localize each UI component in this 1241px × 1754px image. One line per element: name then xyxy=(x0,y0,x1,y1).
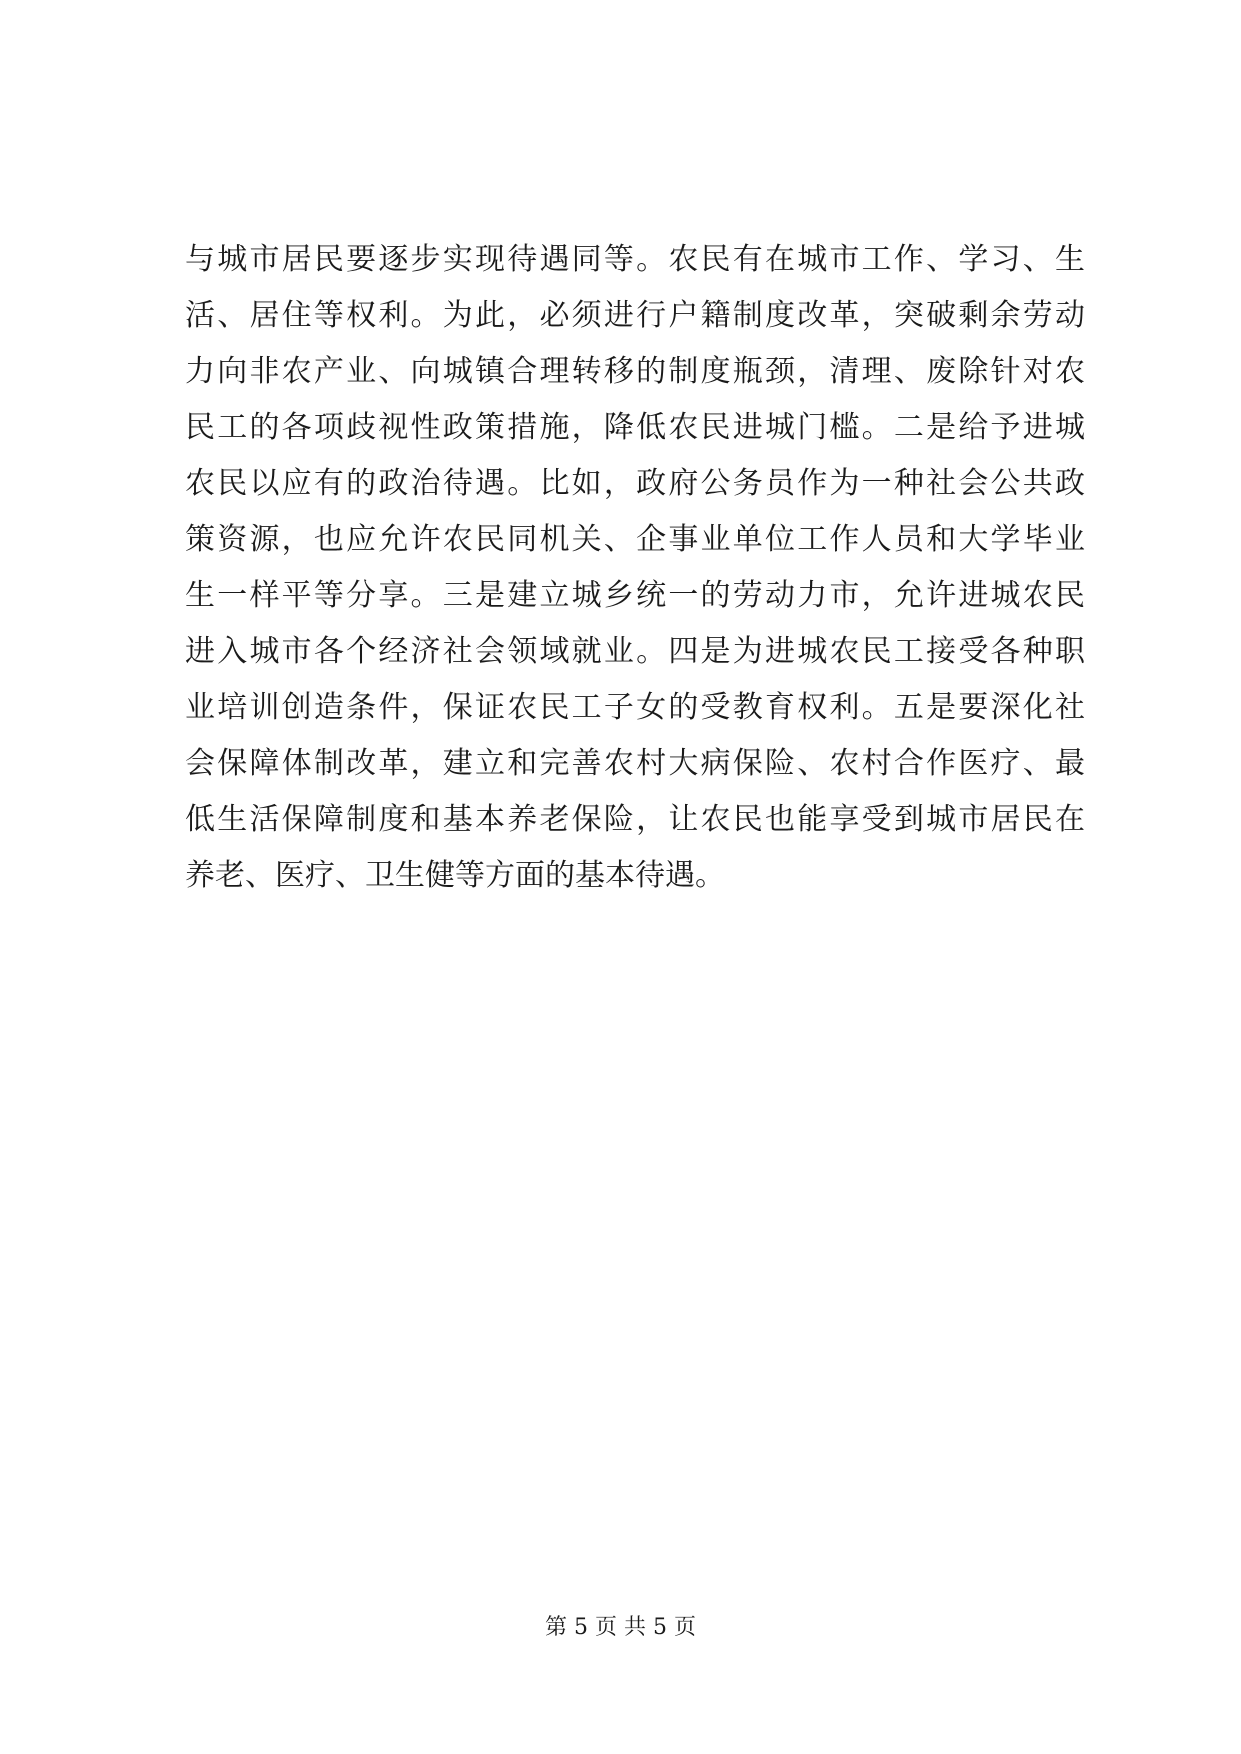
text-line-5: 农民以应有的政治待遇。比如，政府公务员作为一种社会公共政 xyxy=(185,466,1085,501)
text-line-7: 生一样平等分享。三是建立城乡统一的劳动力市，允许进城农民 xyxy=(185,578,1085,613)
page-footer xyxy=(0,1612,1241,1644)
body-paragraph xyxy=(185,232,1085,904)
text-line-6: 策资源，也应允许农民同机关、企事业单位工作人员和大学毕业 xyxy=(185,522,1085,557)
text-line-10: 会保障体制改革，建立和完善农村大病保险、农村合作医疗、最 xyxy=(185,746,1085,781)
text-line-11: 低生活保障制度和基本养老保险，让农民也能享受到城市居民在 xyxy=(185,802,1085,837)
text-line-8: 进入城市各个经济社会领域就业。四是为进城农民工接受各种职 xyxy=(185,634,1085,669)
page-number-label: 第 5 页 共 5 页 xyxy=(545,1615,696,1640)
text-line-4: 民工的各项歧视性政策措施，降低农民进城门槛。二是给予进城 xyxy=(185,410,1085,445)
text-line-3: 力向非农产业、向城镇合理转移的制度瓶颈，清理、废除针对农 xyxy=(185,354,1085,389)
text-line-1: 与城市居民要逐步实现待遇同等。农民有在城市工作、学习、生 xyxy=(185,242,1085,277)
text-line-2: 活、居住等权利。为此，必须进行户籍制度改革，突破剩余劳动 xyxy=(185,298,1085,333)
text-line-9: 业培训创造条件，保证农民工子女的受教育权利。五是要深化社 xyxy=(185,690,1085,725)
text-line-12: 养老、医疗、卫生健等方面的基本待遇。 xyxy=(185,858,725,893)
